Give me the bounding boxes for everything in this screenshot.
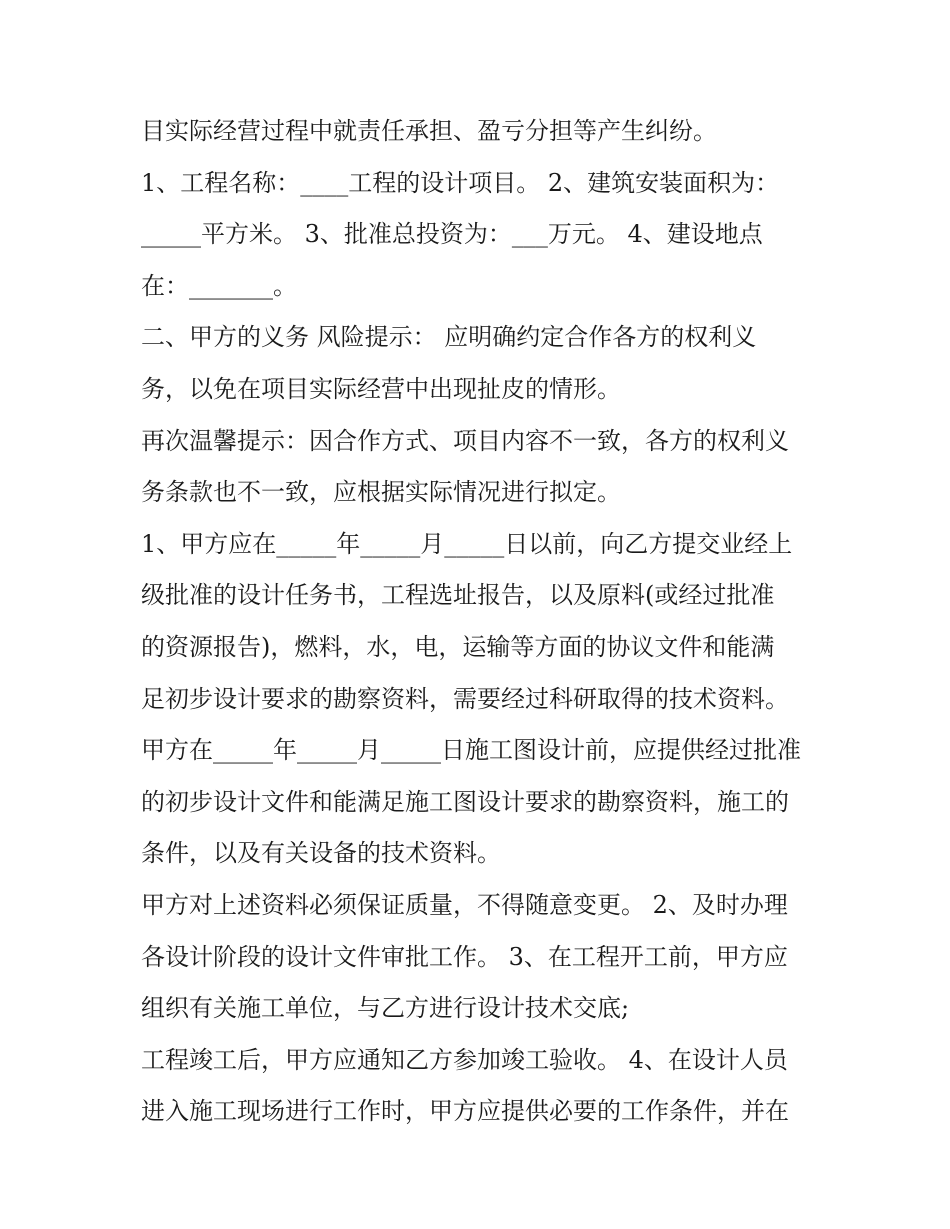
- text-line: 条件，以及有关设备的技术资料。: [141, 839, 501, 868]
- text-line: 二、甲方的义务 风险提示： 应明确约定合作各方的权利义: [141, 323, 757, 352]
- text-line: 务条款也不一致，应根据实际情况进行拟定。: [141, 478, 621, 507]
- text-line: 甲方在_____年_____月_____日施工图设计前，应提供经过批准: [141, 736, 801, 765]
- text-line: 各设计阶段的设计文件审批工作。 3、在工程开工前，甲方应: [141, 942, 788, 971]
- text-line: 甲方对上述资料必须保证质量，不得随意变更。 2、及时办理: [141, 890, 788, 919]
- text-line: 的初步设计文件和能满足施工图设计要求的勘察资料，施工的: [141, 787, 789, 816]
- text-line: 务，以免在项目实际经营中出现扯皮的情形。: [141, 374, 621, 403]
- text-line: 工程竣工后，甲方应通知乙方参加竣工验收。 4、在设计人员: [141, 1045, 788, 1074]
- text-line: 1、工程名称：____工程的设计项目。 2、建筑安装面积为：: [141, 168, 780, 197]
- text-line: 目实际经营过程中就责任承担、盈亏分担等产生纠纷。: [141, 117, 717, 145]
- text-line: 的资源报告)，燃料，水，电，运输等方面的协议文件和能满: [141, 632, 775, 661]
- text-line: 足初步设计要求的勘察资料，需要经过科研取得的技术资料。: [141, 684, 789, 713]
- text-line: _____平方米。 3、批准总投资为：___万元。 4、建设地点: [141, 220, 763, 249]
- text-line: 在：_______。: [141, 271, 297, 300]
- text-line: 组织有关施工单位，与乙方进行设计技术交底;: [141, 994, 630, 1023]
- document-body: [141, 106, 821, 1138]
- text-line: 级批准的设计任务书，工程选址报告，以及原料(或经过批准: [141, 581, 775, 610]
- text-line: 再次温馨提示：因合作方式、项目内容不一致，各方的权利义: [141, 426, 789, 455]
- text-line: 1、甲方应在_____年_____月_____日以前，向乙方提交业经上: [141, 529, 793, 558]
- text-line: 进入施工现场进行工作时，甲方应提供必要的工作条件，并在: [141, 1097, 789, 1126]
